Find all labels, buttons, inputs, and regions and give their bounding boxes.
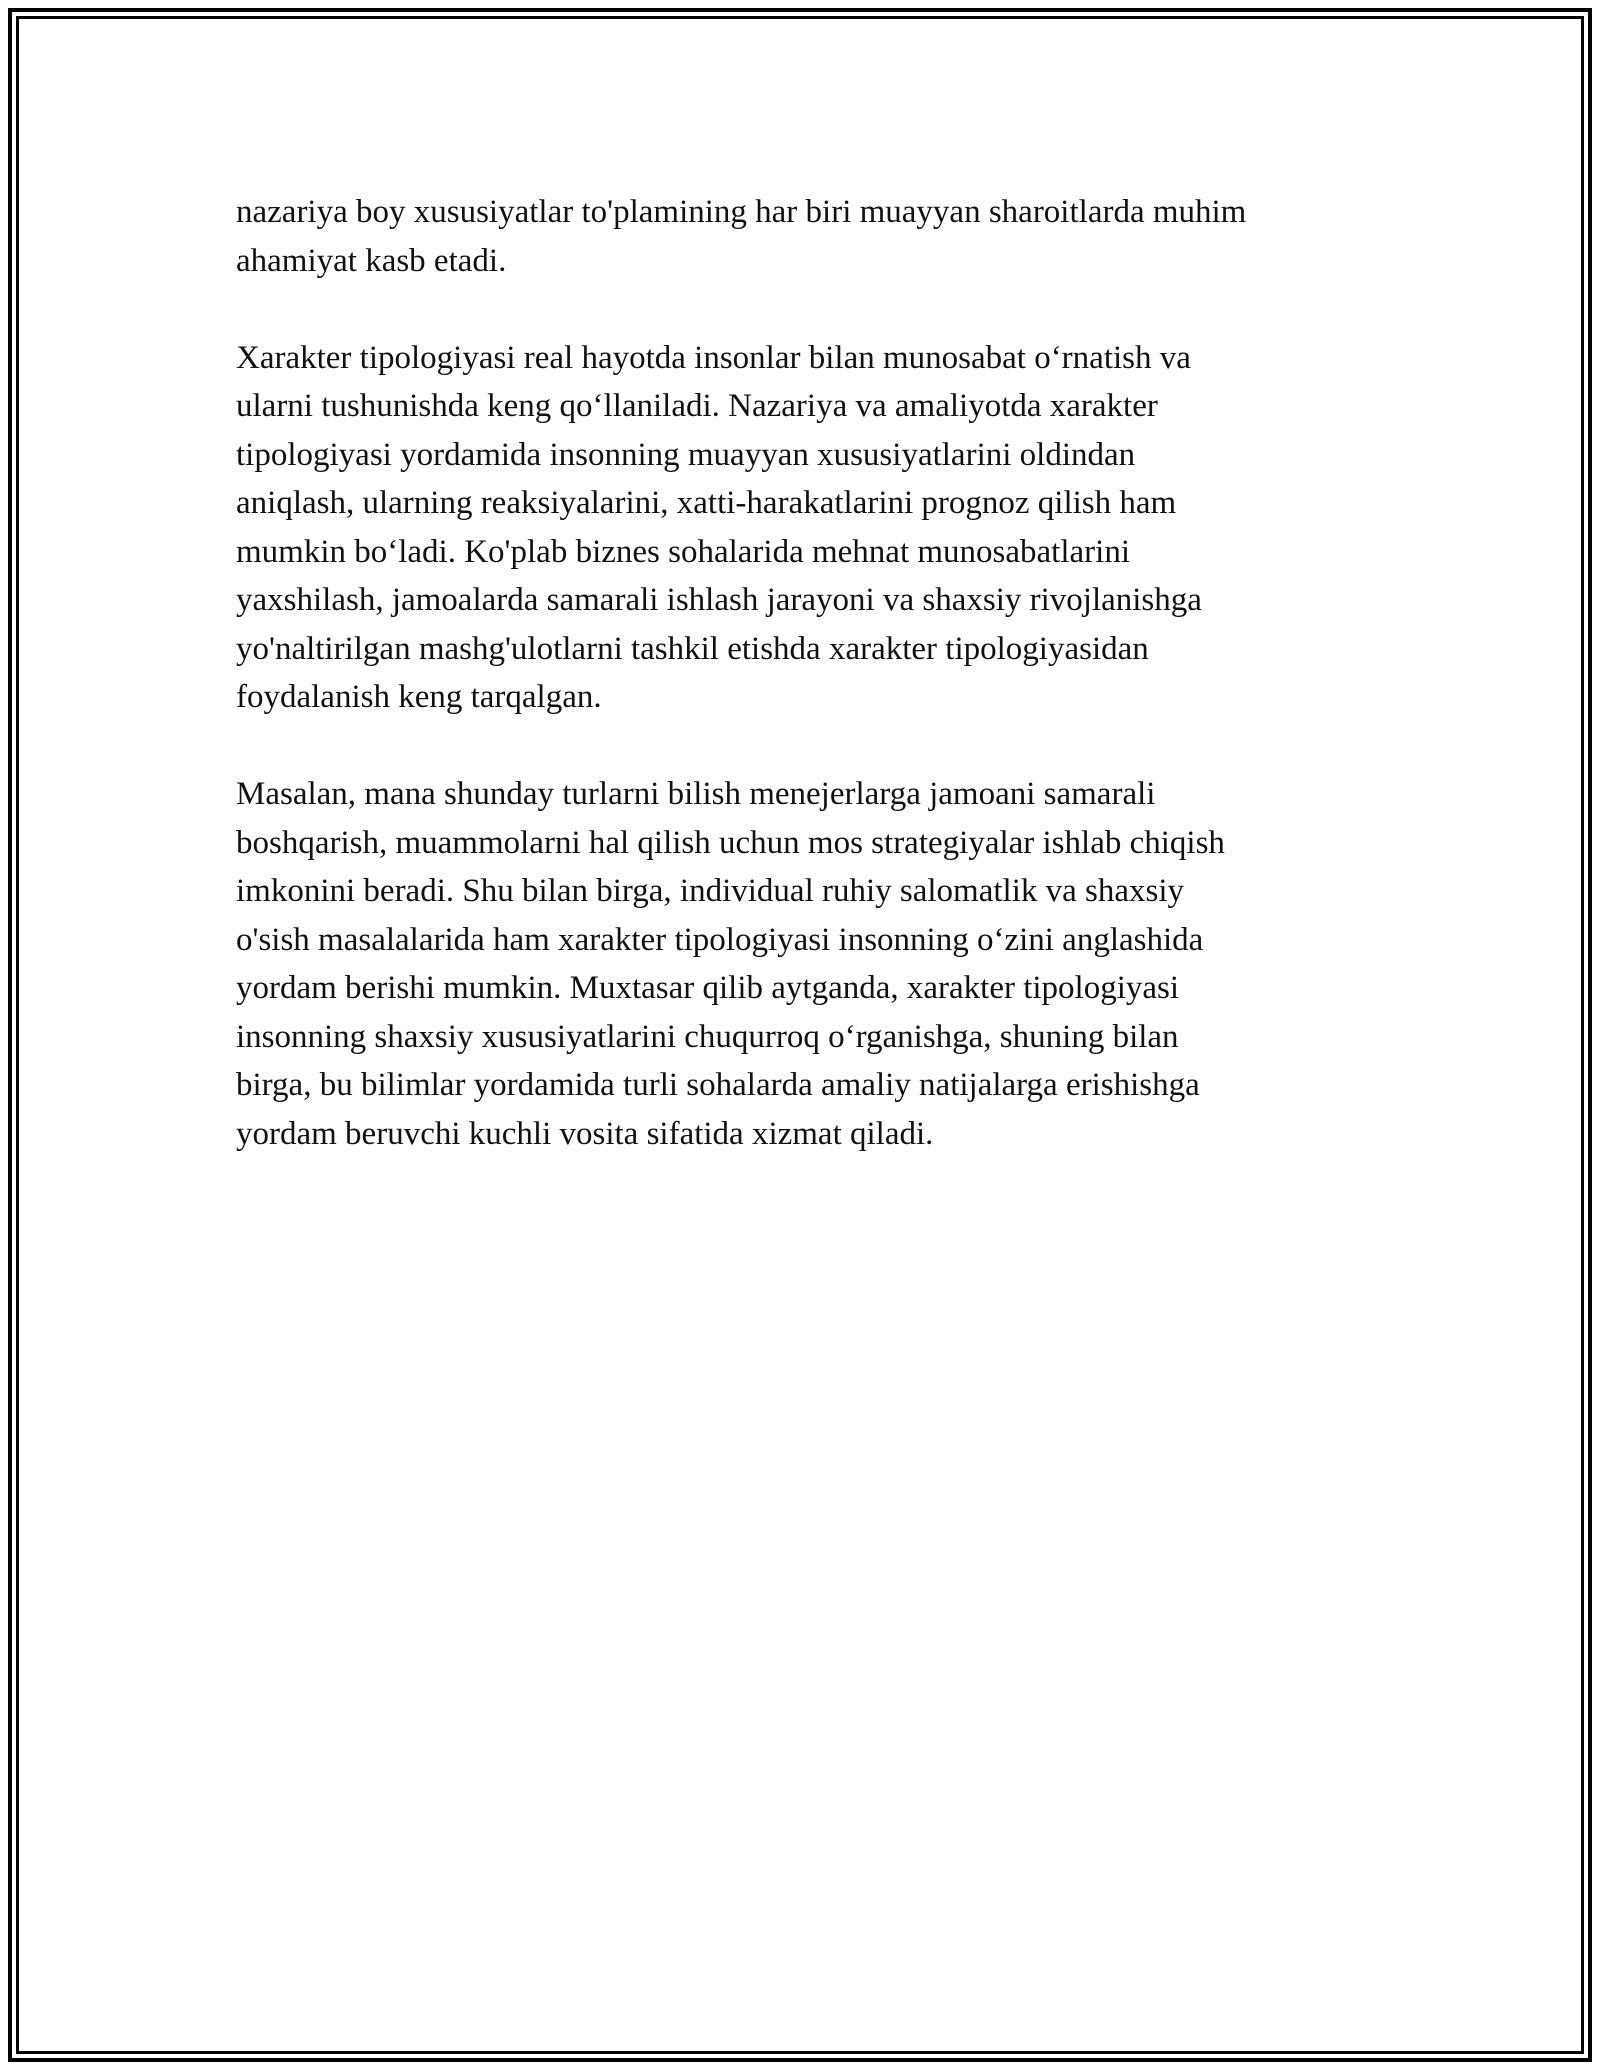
document-body [236, 188, 1386, 1207]
paragraph-1: nazariya boy xususiyatlar to'plamining har biri muayyan sharoitlarda muhim ahamiyat kasb etadi. [236, 194, 1247, 279]
paragraph-3: Masalan, mana shunday turlarni bilish menejerlarga jamoani samarali boshqarish, muammolarni hal qilish uchun mos strategiyalar ishlab chiqish imkonini beradi. Shu bilan birga, individual ruhiy salomatlik va shaxsiy o'sish masalalarida ham xarakter tipologiyasi insonning o‘zini anglashida yordam berishi mumkin. Muxtasar qilib aytganda, xarakter tipologiyasi insonning shaxsiy xususiyatlarini chuqurroq o‘rganishga, shuning bilan birga, bu bilimlar yordamida turli sohalarda amaliy natijalarga erishishga yordam beruvchi kuchli vosita sifatida xizmat qiladi. [236, 776, 1225, 1152]
paragraph-2: Xarakter tipologiyasi real hayotda insonlar bilan munosabat o‘rnatish va ularni tushunishda keng qo‘llaniladi. Nazariya va amaliyotda xarakter tipologiyasi yordamida insonning muayyan xususiyatlarini oldindan aniqlash, ularning reaksiyalarini, xatti-harakatlarini prognoz qilish ham mumkin bo‘ladi. Ko'plab biznes sohalarida mehnat munosabatlarini yaxshilash, jamoalarda samarali ishlash jarayoni va shaxsiy rivojlanishga yo'naltirilgan mashg'ulotlarni tashkil etishda xarakter tipologiyasidan foydalanish keng tarqalgan. [236, 339, 1202, 715]
